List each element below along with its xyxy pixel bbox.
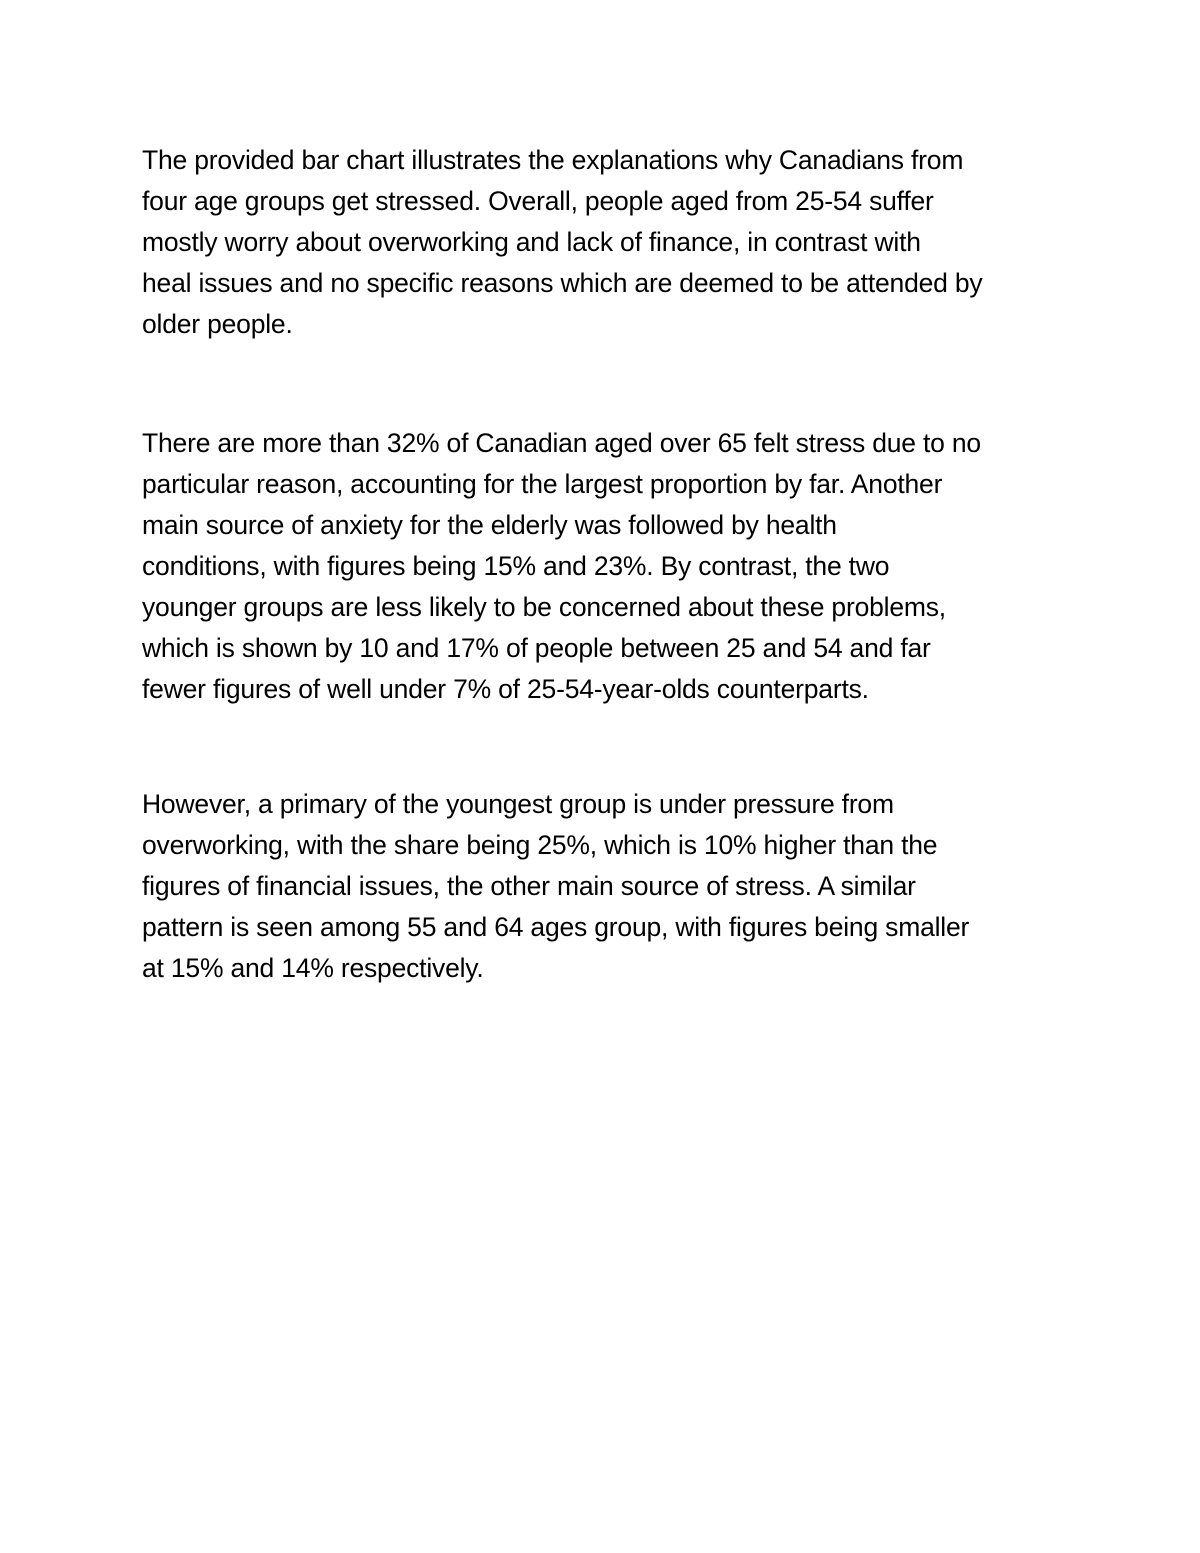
text-line: younger groups are less likely to be concerned about these problems,	[142, 592, 946, 622]
text-line: overworking, with the share being 25%, which is 10% higher than the	[142, 830, 938, 860]
text-line: figures of financial issues, the other main source of stress. A similar	[142, 871, 916, 901]
text-line: There are more than 32% of Canadian aged over 65 felt stress due to no	[142, 428, 981, 458]
text-line: The provided bar chart illustrates the explanations why Canadians from	[142, 145, 964, 175]
text-line: at 15% and 14% respectively.	[142, 953, 484, 983]
text-line: pattern is seen among 55 and 64 ages group, with figures being smaller	[142, 912, 970, 942]
text-line: older people.	[142, 309, 293, 339]
paragraph-body-older-groups	[142, 423, 1072, 710]
text-line: particular reason, accounting for the largest proportion by far. Another	[142, 469, 943, 499]
text-line: However, a primary of the youngest group is under pressure from	[142, 789, 894, 819]
text-line: conditions, with figures being 15% and 23%. By contrast, the two	[142, 551, 890, 581]
paragraph-body-younger-groups	[142, 784, 1072, 989]
text-line: mostly worry about overworking and lack of finance, in contrast with	[142, 227, 921, 257]
text-line: fewer figures of well under 7% of 25-54-year-olds counterparts.	[142, 674, 869, 704]
text-line: main source of anxiety for the elderly was followed by health	[142, 510, 837, 540]
text-line: heal issues and no specific reasons which are deemed to be attended by	[142, 268, 983, 298]
text-line: which is shown by 10 and 17% of people between 25 and 54 and far	[142, 633, 931, 663]
paragraph-introduction	[142, 140, 1072, 345]
text-line: four age groups get stressed. Overall, people aged from 25-54 suffer	[142, 186, 934, 216]
